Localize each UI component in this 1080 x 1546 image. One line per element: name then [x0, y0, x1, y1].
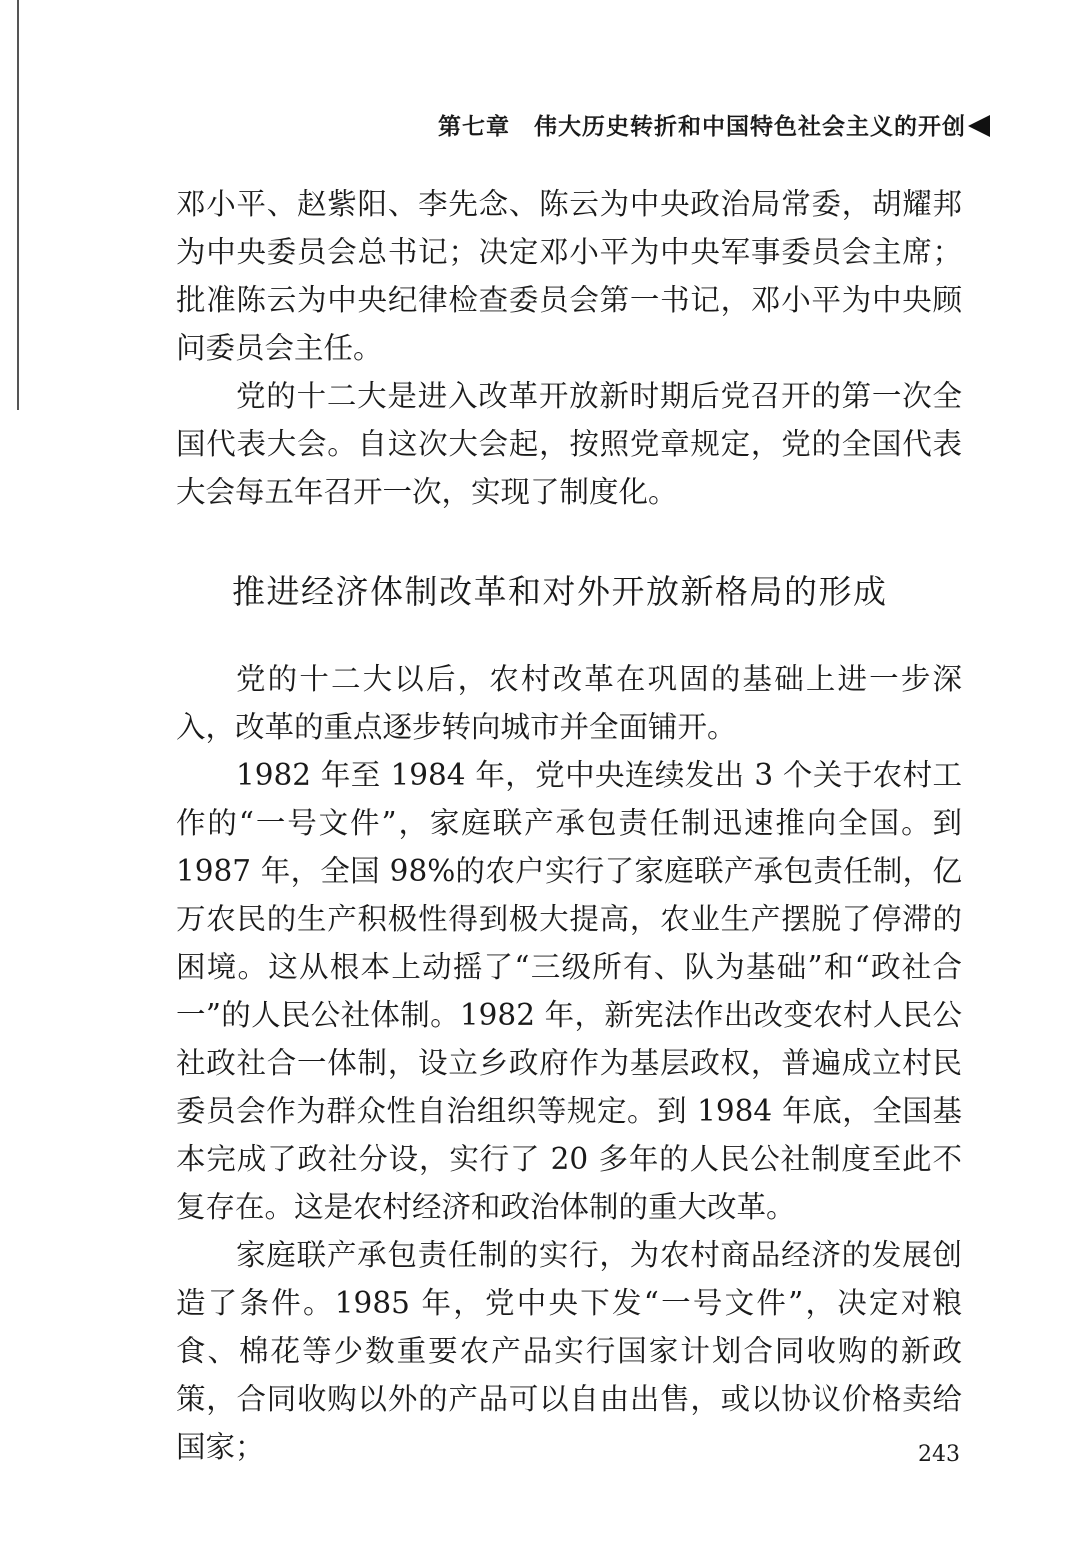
paragraph: 家庭联产承包责任制的实行，为农村商品经济的发展创造了条件。1985 年，党中央下发“一号文件”，决定对粮食、棉花等少数重要农产品实行国家计划合同收购的新政策，合同收购以外的产品可以自由出售，或以协议价格卖给国家； — [176, 1238, 962, 1464]
body-text-top — [176, 180, 962, 516]
paragraph-continuation: 邓小平、赵紫阳、李先念、陈云为中央政治局常委，胡耀邦为中央委员会总书记；决定邓小平为中央军事委员会主席；批准陈云为中央纪律检查委员会第一书记，邓小平为中央顾问委员会主任。 — [176, 187, 962, 365]
body-text-bottom — [176, 655, 962, 1471]
paragraph: 党的十二大以后，农村改革在巩固的基础上进一步深入，改革的重点逐步转向城市并全面铺开。 — [176, 662, 962, 744]
section-heading: 推进经济体制改革和对外开放新格局的形成 — [232, 572, 888, 611]
running-head-title: 伟大历史转折和中国特色社会主义的开创 — [534, 114, 966, 140]
page-number: 243 — [918, 1442, 960, 1467]
running-head-chapter: 第七章 — [438, 114, 510, 140]
running-head — [300, 108, 990, 141]
paragraph: 1982 年至 1984 年，党中央连续发出 3 个关于农村工作的“一号文件”，家庭联产承包责任制迅速推向全国。到 1987 年，全国 98%的农户实行了家庭联产承包责任制，亿万农民的生产积极性得到极大提高，农业生产摆脱了停滞的困境。这从根本上动摇了“三级所有、队为基础”和“政社合一”的人民公社体制。1982 年，新宪法作出改变农村人民公社政社合一体制，设立乡政府作为基层政权，普遍成立村民委员会作为群众性自治组织等规定。到 1984 年底，全国基本完成了政社分设，实行了 20 多年的人民公社制度至此不复存在。这是农村经济和政治体制的重大改革。 — [176, 758, 962, 1224]
paragraph: 党的十二大是进入改革开放新时期后党召开的第一次全国代表大会。自这次大会起，按照党章规定，党的全国代表大会每五年召开一次，实现了制度化。 — [176, 379, 962, 509]
left-triangle-icon — [968, 115, 990, 137]
binding-edge-line — [17, 0, 19, 410]
